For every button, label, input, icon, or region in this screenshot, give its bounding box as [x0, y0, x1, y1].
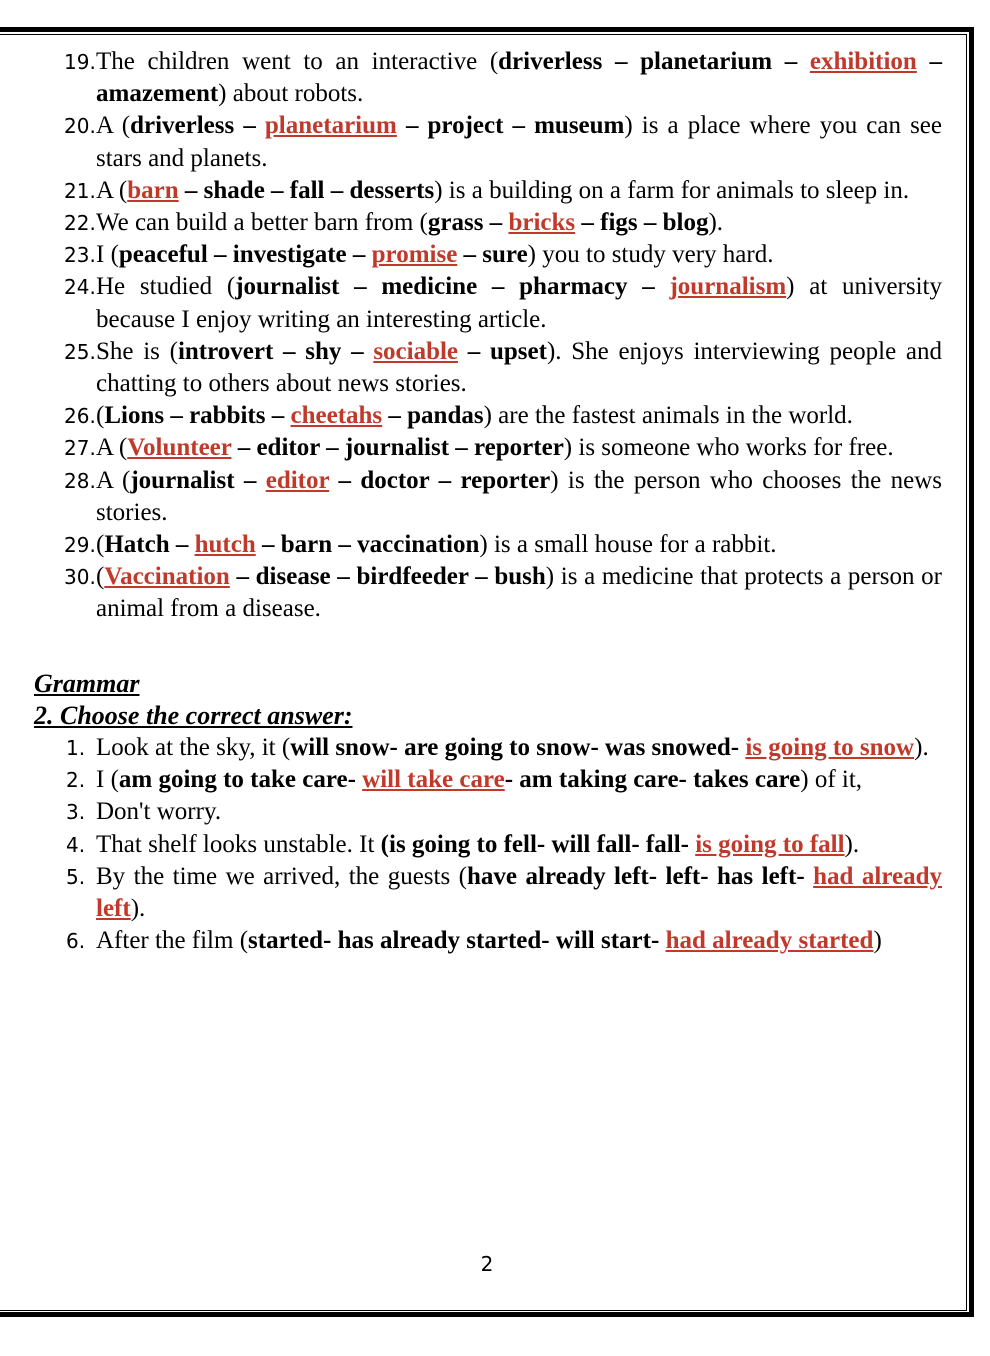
- answer-choices: – disease – birdfeeder – bush: [229, 563, 546, 591]
- question-number: 30.: [64, 565, 96, 590]
- correct-answer: hutch: [194, 531, 256, 559]
- worksheet-content: [0, 46, 990, 957]
- vocabulary-question: [64, 207, 942, 239]
- answer-choices: journalist –: [130, 466, 266, 494]
- answer-choices: am going to take care-: [118, 766, 363, 794]
- grammar-question: [66, 764, 942, 796]
- correct-answer: barn: [127, 176, 179, 204]
- question-text: ) is a medicine that protects a person or animal from a disease.: [96, 563, 943, 623]
- grammar-question: [66, 796, 942, 828]
- question-text: ) are the fastest animals in the world.: [483, 402, 853, 430]
- question-text: Don't worry.: [96, 798, 222, 826]
- vocabulary-question: [64, 175, 942, 207]
- question-text: ) is a building on a farm for animals to sleep in.: [434, 176, 910, 204]
- correct-answer: planetarium: [264, 112, 397, 140]
- correct-answer: sociable: [373, 337, 459, 365]
- question-text: We can build a better barn from (: [96, 209, 428, 237]
- answer-choices: - am taking care- takes care: [504, 766, 801, 794]
- answer-choices: have already left- left- has left-: [467, 862, 814, 890]
- question-text: ).: [844, 830, 860, 858]
- question-text: ) is a place where you can see stars and planets.: [96, 112, 942, 172]
- correct-answer: promise: [371, 241, 458, 269]
- answer-choices: – sure: [457, 241, 528, 269]
- answer-choices: (is going to fell- will fall- fall-: [380, 830, 696, 858]
- question-text: (: [96, 402, 105, 430]
- correct-answer: is going to fall: [695, 830, 845, 858]
- question-text: She is (: [96, 337, 178, 365]
- vocabulary-question: [64, 336, 942, 400]
- question-text: ).: [130, 895, 146, 923]
- correct-answer: had already started: [665, 927, 874, 955]
- correct-answer: cheetahs: [290, 402, 383, 430]
- answer-choices: – doctor – reporter: [329, 466, 551, 494]
- correct-answer: journalism: [669, 273, 787, 301]
- answer-choices: introvert – shy –: [177, 337, 374, 365]
- answer-choices: – shade – fall – desserts: [178, 176, 435, 204]
- answer-choices: – editor – journalist – reporter: [231, 434, 564, 462]
- question-number: 5.: [66, 864, 86, 889]
- question-text: I (: [96, 766, 119, 794]
- question-text: ) is someone who works for free.: [563, 434, 894, 462]
- question-text: He studied (: [96, 273, 236, 301]
- question-text: That shelf looks unstable. It: [96, 830, 381, 858]
- question-number: 29.: [64, 533, 96, 558]
- vocabulary-question: [64, 46, 942, 110]
- answer-choices: – figs – blog: [575, 209, 709, 237]
- grammar-question: [66, 861, 942, 925]
- correct-answer: editor: [265, 466, 330, 494]
- answer-choices: – barn – vaccination: [255, 531, 480, 559]
- question-text: A (: [96, 112, 131, 140]
- correct-answer: Volunteer: [127, 434, 232, 462]
- question-text: ). She enjoys interviewing people and chatting to others about news stories.: [96, 337, 942, 398]
- question-text: A (: [96, 466, 131, 494]
- vocabulary-question: [64, 110, 942, 174]
- answer-choices: driverless – planetarium –: [498, 48, 810, 75]
- question-text: By the time we arrived, the guests (: [96, 862, 468, 890]
- question-text: ).: [708, 209, 724, 237]
- correct-answer: exhibition: [809, 48, 917, 75]
- question-number: 23.: [64, 243, 96, 268]
- correct-answer: is going to snow: [745, 734, 915, 762]
- question-text: (: [96, 531, 105, 559]
- correct-answer: had already left: [96, 862, 942, 923]
- vocabulary-question: [64, 432, 942, 464]
- answer-choices: – upset: [458, 337, 547, 365]
- answer-choices: – project – museum: [396, 112, 625, 140]
- question-number: 26.: [64, 404, 96, 429]
- vocabulary-question: [64, 271, 942, 335]
- vocabulary-question: [64, 529, 942, 561]
- vocabulary-question: [64, 239, 942, 271]
- question-number: 27.: [64, 436, 96, 461]
- question-number: 28.: [64, 468, 96, 493]
- grammar-question: [66, 829, 942, 861]
- question-text: I (: [96, 241, 119, 269]
- correct-answer: will take care: [362, 766, 505, 794]
- question-number: 22.: [64, 211, 96, 236]
- answer-choices: grass –: [427, 209, 509, 237]
- question-number: 3.: [66, 800, 86, 825]
- vocabulary-question: [64, 400, 942, 432]
- vocabulary-section: [0, 46, 990, 626]
- grammar-question: [66, 732, 942, 764]
- question-number: 4.: [66, 832, 86, 857]
- question-number: 19.: [64, 50, 96, 74]
- answer-choices: driverless –: [130, 112, 265, 140]
- question-text: ) is a small house for a rabbit.: [479, 531, 777, 559]
- vocabulary-question: [64, 561, 943, 625]
- question-text: ): [873, 927, 882, 955]
- question-number: 25.: [64, 339, 96, 364]
- answer-choices: Lions – rabbits –: [104, 402, 291, 430]
- answer-choices: journalist – medicine – pharmacy –: [235, 273, 670, 301]
- question-number: 21.: [64, 178, 96, 203]
- question-text: A (: [96, 434, 128, 462]
- answer-choices: – pandas: [382, 402, 484, 430]
- question-number: 2.: [66, 768, 86, 793]
- question-text: After the film (: [96, 927, 249, 955]
- question-number: 20.: [64, 114, 96, 139]
- grammar-section: [0, 732, 990, 957]
- question-text: ) at university because I enjoy writing an interesting article.: [96, 273, 942, 333]
- vocabulary-question: [64, 465, 942, 529]
- correct-answer: Vaccination: [104, 563, 230, 591]
- question-text: ) about robots.: [218, 80, 364, 108]
- question-text: Look at the sky, it (: [96, 734, 291, 762]
- question-number: 24.: [64, 275, 96, 300]
- question-number: 6.: [66, 929, 86, 954]
- question-text: ) is the person who chooses the news stories.: [96, 466, 942, 526]
- question-text: The children went to an interactive (: [96, 48, 499, 75]
- question-text: A (: [96, 176, 128, 204]
- question-text: (: [96, 563, 105, 591]
- answer-choices: peaceful – investigate –: [118, 241, 372, 269]
- question-text: ).: [914, 734, 929, 762]
- grammar-instruction: 2. Choose the correct answer:: [34, 700, 353, 730]
- grammar-heading: Grammar: [34, 668, 140, 698]
- question-number: 1.: [66, 736, 86, 761]
- question-text: ) of it,: [800, 766, 863, 794]
- correct-answer: bricks: [508, 209, 576, 237]
- answer-choices: started- has already started- will start-: [248, 927, 666, 955]
- answer-choices: Hatch –: [104, 531, 195, 559]
- page-number: 2: [480, 1252, 494, 1276]
- answer-choices: will snow- are going to snow- was snowed-: [290, 734, 746, 762]
- question-text: ) you to study very hard.: [527, 241, 774, 269]
- grammar-question: [66, 925, 942, 957]
- answer-choices: – amazement: [96, 48, 942, 108]
